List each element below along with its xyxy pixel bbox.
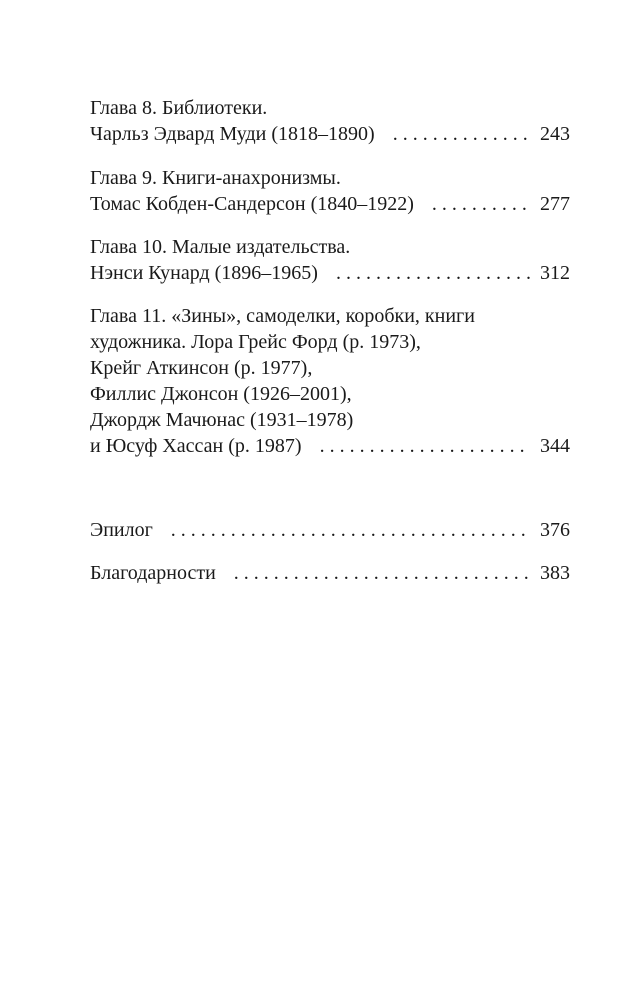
toc-line	[90, 165, 570, 191]
toc-line	[90, 433, 570, 459]
chapter-subject: и Юсуф Хассан (р. 1987)	[90, 435, 302, 457]
toc-line	[90, 191, 570, 217]
chapter-subject: Джордж Мачюнас (1931–1978)	[90, 409, 354, 431]
toc-entry-epilogue[interactable]	[90, 517, 570, 543]
toc-entry-chapter-11[interactable]	[90, 303, 570, 459]
page-number: 383	[540, 562, 570, 584]
section-title: Благодарности	[90, 562, 216, 584]
table-of-contents	[90, 95, 570, 586]
chapter-subject: Нэнси Кунард (1896–1965)	[90, 262, 318, 284]
toc-entry-chapter-8[interactable]	[90, 95, 570, 147]
toc-line	[90, 95, 570, 121]
section-title: Эпилог	[90, 519, 153, 541]
toc-line	[90, 407, 570, 433]
toc-line	[90, 303, 570, 329]
chapter-title: Глава 10. Малые издательства.	[90, 236, 351, 258]
toc-entry-chapter-10[interactable]	[90, 234, 570, 286]
dot-leader	[320, 433, 530, 459]
toc-line	[90, 329, 570, 355]
page-number: 243	[540, 123, 570, 145]
chapter-subject: Крейг Аткинсон (р. 1977),	[90, 357, 313, 379]
dot-leader	[234, 560, 530, 586]
toc-entry-chapter-9[interactable]	[90, 165, 570, 217]
chapter-subject: Филлис Джонсон (1926–2001),	[90, 383, 352, 405]
page-number: 344	[540, 435, 570, 457]
chapter-title: Глава 11. «Зины», самоделки, коробки, книги	[90, 305, 475, 327]
dot-leader	[171, 517, 530, 543]
toc-line	[90, 260, 570, 286]
chapter-subject: Чарльз Эдвард Муди (1818–1890)	[90, 123, 375, 145]
toc-line	[90, 517, 570, 543]
dot-leader	[432, 191, 530, 217]
toc-line	[90, 355, 570, 381]
toc-line	[90, 560, 570, 586]
chapter-subject: Томас Кобден-Сандерсон (1840–1922)	[90, 193, 414, 215]
page-number: 312	[540, 262, 570, 284]
chapter-title: Глава 9. Книги-анахронизмы.	[90, 167, 341, 189]
page-number: 376	[540, 519, 570, 541]
toc-line	[90, 381, 570, 407]
chapter-title: Глава 8. Библиотеки.	[90, 97, 268, 119]
toc-line	[90, 234, 570, 260]
page-number: 277	[540, 193, 570, 215]
dot-leader	[393, 121, 530, 147]
toc-line	[90, 121, 570, 147]
dot-leader	[336, 260, 530, 286]
toc-entry-acknowledgements[interactable]	[90, 560, 570, 586]
chapter-title-continued: художника. Лора Грейс Форд (р. 1973),	[90, 331, 421, 353]
